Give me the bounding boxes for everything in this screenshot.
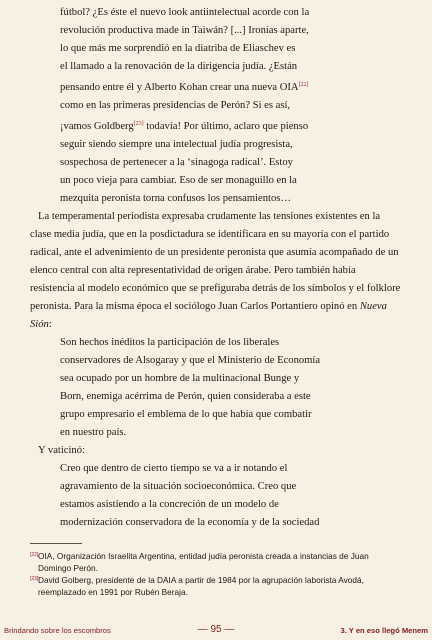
quote-block-3 bbox=[60, 460, 394, 532]
paragraph-text: opinó en bbox=[320, 301, 360, 312]
dash-right: — bbox=[224, 624, 235, 635]
dash-left: — bbox=[197, 624, 208, 635]
quote-line: un poco vieja para cambiar. Eso de ser monaguillo en la bbox=[60, 175, 297, 186]
footnote-number: [23] bbox=[30, 576, 39, 582]
quote-block-2 bbox=[60, 334, 394, 442]
footnote-22 bbox=[30, 550, 402, 574]
book-title: Brindando sobre los escombros bbox=[4, 626, 111, 635]
footnote-ref-23[interactable]: [23] bbox=[133, 121, 144, 127]
paragraph-2: Y vaticinó: bbox=[38, 445, 85, 456]
quote-line: revolución productiva made in Taiwán? [...] Ironías aparte, bbox=[60, 25, 309, 36]
quote-line: seguir siendo siempre una intelectual judía progresista, bbox=[60, 139, 293, 150]
paragraph-text: La temperamental periodista expresaba crudamente las tensiones existentes en la clase media judía, que en la posdictadura se identificara en su mayoría con el partido radical, ante el advenimiento de un presidente peronista que asumía acompañado de un elenco central con alta representatividad de origen árabe. Pero también había resistencia al modelo económico que se prefiguraba detrás de los símbolos y el folklore peronista. Para la misma época el sociólogo Juan Carlos Portantiero bbox=[30, 211, 401, 312]
footnote-23 bbox=[30, 574, 402, 598]
quote-line: grupo empresario el emblema de lo que había que combatir bbox=[60, 409, 312, 420]
quote-line bbox=[60, 76, 394, 97]
quote-line: sea ocupado por un hombre de la multinacional Bunge y bbox=[60, 373, 300, 384]
quote-line: Son hechos inéditos la participación de los liberales bbox=[60, 337, 280, 348]
quote-line: lo que más me sorprendió en la diatriba de Eliaschev es bbox=[60, 43, 296, 54]
chapter-title: 3. Y en eso llegó Menem bbox=[340, 626, 428, 635]
quote-line: fútbol? ¿Es éste el nuevo look antiintelectual acorde con la bbox=[60, 7, 310, 18]
footnote-text: David Golberg, presidente de la DAIA a partir de 1984 por la agrupación laborista Avodá, reemplazado en 1991 por Rubén Beraja. bbox=[38, 575, 364, 597]
footnote-number: [22] bbox=[30, 552, 39, 558]
page-footer bbox=[0, 624, 432, 640]
quote-text: ¡vamos Goldberg bbox=[60, 121, 134, 132]
quote-line: el llamado a la renovación de la dirigencia judía. ¿Están bbox=[60, 61, 298, 72]
paragraph-1 bbox=[30, 208, 402, 334]
footnotes bbox=[30, 550, 402, 598]
quote-text: pensando entre él y Alberto Kohan crear una nueva OIA bbox=[60, 82, 299, 93]
main-text bbox=[30, 4, 402, 532]
quote-line: agravamiento de la situación socioeconómica. Creo que bbox=[60, 481, 297, 492]
paragraph-text: : bbox=[48, 319, 52, 330]
quote-line bbox=[60, 115, 394, 136]
quote-line: estamos asistiendo a la concreción de un modelo de bbox=[60, 499, 279, 510]
quote-line: sospechosa de pertenecer a la ‘sinagoga radical’. Estoy bbox=[60, 157, 293, 168]
quote-line: modernización conservadora de la economía y de la sociedad bbox=[60, 517, 320, 528]
page-number: 95 bbox=[210, 624, 222, 635]
quote-block-1 bbox=[60, 4, 394, 208]
publication-title: Nueva Sión bbox=[30, 301, 387, 330]
quote-line: como en las primeras presidencias de Perón? Si es así, bbox=[60, 100, 291, 111]
quote-line: conservadores de Alsogaray y que el Ministerio de Economía bbox=[60, 355, 321, 366]
footnote-text: OIA, Organización Israelita Argentina, entidad judía peronista creada a instancias de Juan Domingo Perón. bbox=[38, 551, 369, 573]
quote-line: Born, enemiga acérrima de Perón, quien consideraba a este bbox=[60, 391, 311, 402]
quote-text: todavía! Por último, aclaro que pienso bbox=[143, 121, 309, 132]
footnote-divider bbox=[30, 543, 82, 544]
quote-line: mezquita peronista torna confusos los pensamientos… bbox=[60, 193, 291, 204]
quote-line: Creo que dentro de cierto tiempo se va a ir notando el bbox=[60, 463, 288, 474]
quote-line: en nuestro país. bbox=[60, 427, 127, 438]
footnote-ref-22[interactable]: [22] bbox=[298, 82, 309, 88]
